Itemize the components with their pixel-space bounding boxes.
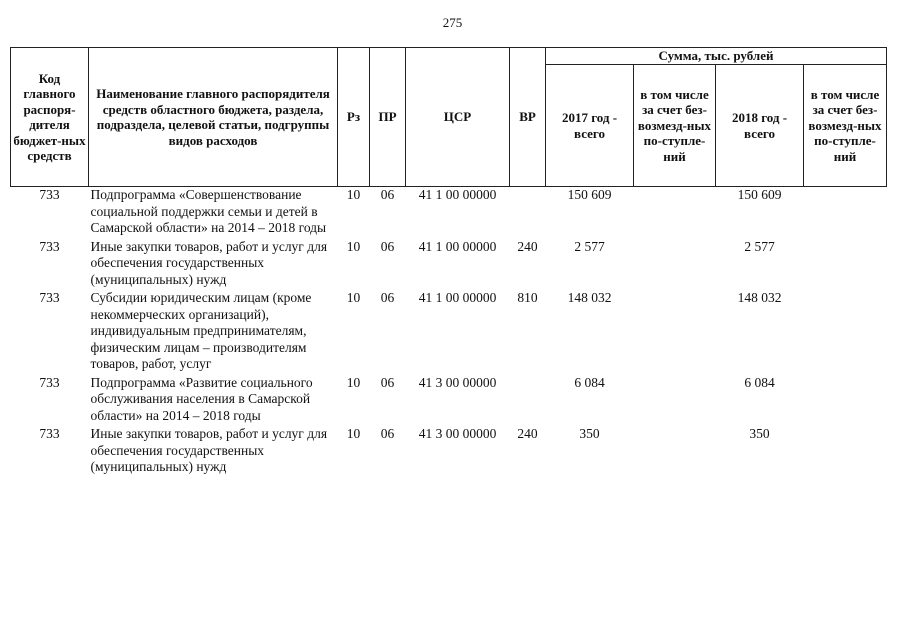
cell-code: 733 (39, 290, 60, 305)
header-rz: Рз (338, 48, 370, 187)
cell-rz: 10 (346, 290, 361, 305)
cell-csr: 41 1 00 00000 (418, 290, 497, 305)
cell-vr: 240 (517, 426, 538, 441)
cell-total-2017: 6 084 (574, 374, 605, 390)
cell-name: Подпрограмма «Совершенствование социальной поддержки семьи и детей в Самарской области» на 2014 – 2018 годы (90, 187, 327, 235)
cell-total-2017: 148 032 (567, 290, 612, 305)
cell-gratuitous-2018 (804, 239, 887, 291)
cell-pr: 06 (380, 238, 395, 254)
cell-csr: 41 3 00 00000 (418, 374, 497, 390)
cell-code: 733 (39, 238, 60, 254)
cell-gratuitous-2017 (634, 187, 716, 239)
cell-total-2017: 150 609 (567, 187, 612, 202)
table-row (11, 187, 887, 239)
header-sum-group: Сумма, тыс. рублей (546, 48, 887, 65)
cell-gratuitous-2017 (634, 239, 716, 291)
cell-name: Субсидии юридическим лицам (кроме некоммерческих организаций), индивидуальным предпринимателям, физическим лицам – производителям товаров, работ, услуг (90, 290, 312, 371)
cell-rz: 10 (346, 238, 361, 254)
header-gratuitous-2018: в том числе за счет без-возмезд-ных по-ступле-ний (804, 65, 887, 187)
cell-vr: 810 (517, 290, 538, 305)
table-row (11, 239, 887, 291)
cell-name: Подпрограмма «Развитие социального обслуживания населения в Самарской области» на 2014 – 2018 годы (90, 374, 313, 423)
cell-total-2018: 2 577 (744, 238, 775, 254)
table-row (11, 375, 887, 427)
cell-total-2017: 2 577 (574, 238, 605, 254)
header-total-2017: 2017 год - всего (546, 65, 634, 187)
cell-gratuitous-2017 (634, 426, 716, 478)
header-gratuitous-2017: в том числе за счет без-возмезд-ных по-ступле-ний (634, 65, 716, 187)
header-total-2018: 2018 год - всего (716, 65, 804, 187)
cell-total-2018: 148 032 (737, 290, 782, 305)
header-vr: ВР (510, 48, 546, 187)
cell-gratuitous-2018 (804, 187, 887, 239)
cell-total-2018: 350 (749, 426, 770, 441)
cell-gratuitous-2017 (634, 290, 716, 375)
cell-pr: 06 (380, 187, 395, 202)
cell-csr: 41 1 00 00000 (418, 238, 497, 254)
cell-rz: 10 (346, 374, 361, 390)
cell-total-2017: 350 (579, 426, 600, 441)
cell-gratuitous-2018 (804, 426, 887, 478)
cell-vr (510, 187, 546, 239)
header-code: Код главного распоря-дителя бюджет-ных средств (11, 48, 89, 187)
cell-vr: 240 (517, 238, 538, 254)
cell-code: 733 (39, 374, 60, 390)
cell-rz: 10 (346, 187, 361, 202)
table-row (11, 426, 887, 478)
page-number: 275 (442, 15, 463, 30)
cell-pr: 06 (380, 374, 395, 390)
cell-gratuitous-2018 (804, 375, 887, 427)
cell-code: 733 (39, 187, 60, 202)
cell-pr: 06 (380, 426, 395, 441)
header-pr: ПР (370, 48, 406, 187)
cell-rz: 10 (346, 426, 361, 441)
header-csr: ЦСР (406, 48, 510, 187)
cell-total-2018: 6 084 (744, 374, 775, 390)
cell-total-2018: 150 609 (737, 187, 782, 202)
table-row (11, 290, 887, 375)
cell-gratuitous-2018 (804, 290, 887, 375)
cell-csr: 41 1 00 00000 (418, 187, 497, 202)
budget-table (10, 47, 887, 478)
cell-vr (510, 375, 546, 427)
cell-csr: 41 3 00 00000 (418, 426, 497, 441)
cell-code: 733 (39, 426, 60, 441)
header-name: Наименование главного распорядителя средств областного бюджета, раздела, подраздела, целевой статьи, подгруппы видов расходов (89, 48, 338, 187)
cell-gratuitous-2017 (634, 375, 716, 427)
cell-name: Иные закупки товаров, работ и услуг для обеспечения государственных (муниципальных) нужд (90, 426, 328, 474)
cell-name: Иные закупки товаров, работ и услуг для обеспечения государственных (муниципальных) нужд (90, 238, 328, 287)
cell-pr: 06 (380, 290, 395, 305)
